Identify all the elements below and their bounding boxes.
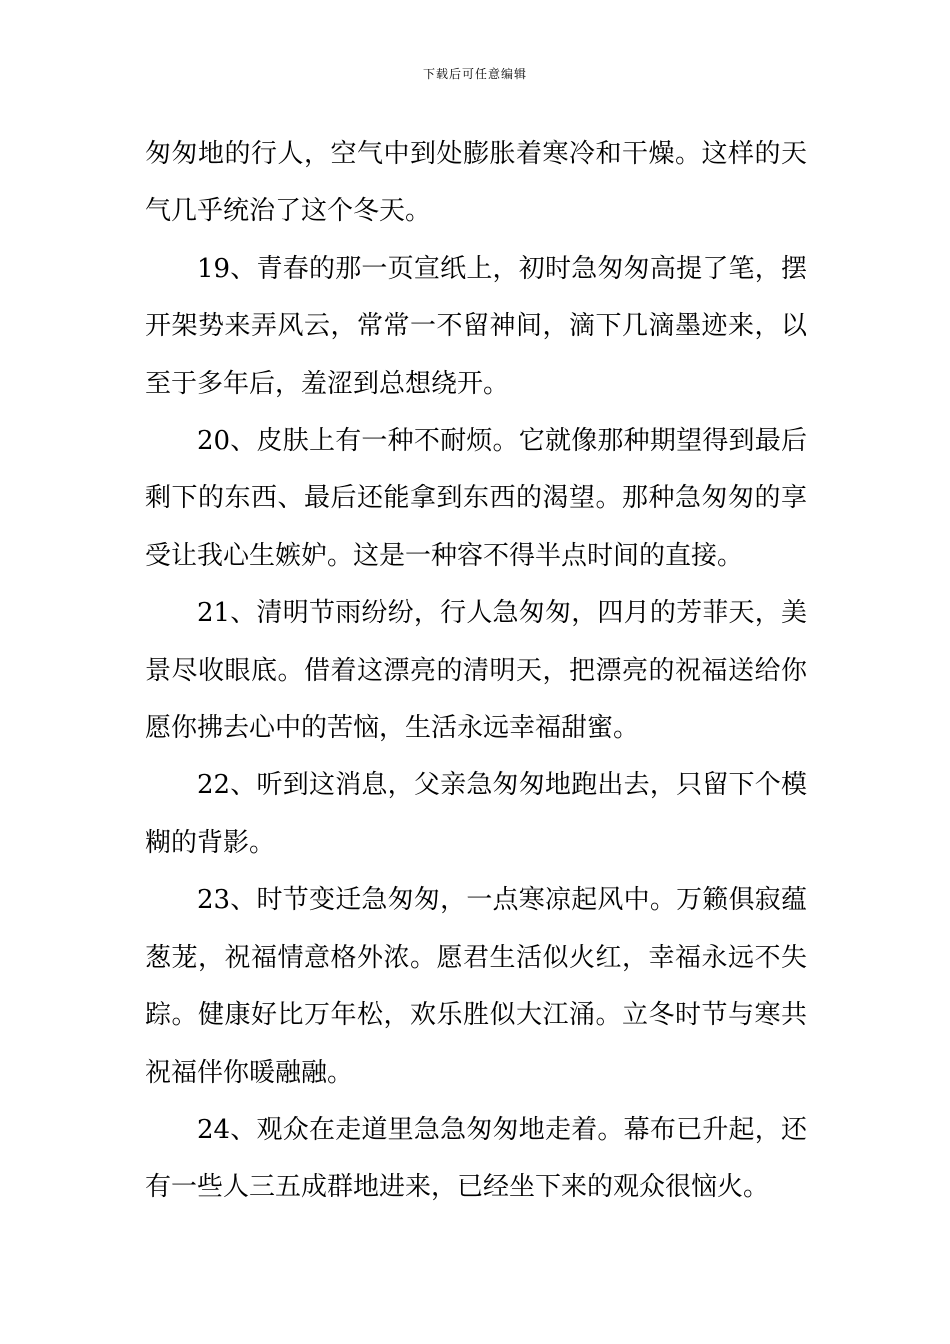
paragraph-20: 20、皮肤上有一种不耐烦。它就像那种期望得到最后剩下的东西、最后还能拿到东西的渴望。那种急匆匆的享受让我心生嫉妒。这是一种容不得半点时间的直接。 <box>145 426 807 571</box>
paragraph-22: 22、听到这消息，父亲急匆匆地跑出去，只留下个模糊的背影。 <box>145 770 807 858</box>
paragraph-23: 23、时节变迁急匆匆，一点寒凉起风中。万籁俱寂蕴葱茏，祝福情意格外浓。愿君生活似火红，幸福永远不失踪。健康好比万年松，欢乐胜似大江涌。立冬时节与寒共祝福伴你暖融融。 <box>145 885 807 1088</box>
header-note: 下载后可任意编辑 <box>422 67 527 81</box>
paragraph-24: 24、观众在走道里急急匆匆地走着。幕布已升起，还有一些人三五成群地进来，已经坐下来的观众很恼火。 <box>145 1114 807 1203</box>
paragraph-continuation: 匆匆地的行人，空气中到处膨胀着寒冷和干燥。这样的天气几乎统治了这个冬天。 <box>145 139 807 227</box>
paragraph-21: 21、清明节雨纷纷，行人急匆匆，四月的芳菲天，美景尽收眼底。借着这漂亮的清明天，把漂亮的祝福送给你愿你拂去心中的苦恼，生活永远幸福甜蜜。 <box>145 598 807 744</box>
document-body <box>145 126 807 1217</box>
paragraph-19: 19、青春的那一页宣纸上，初时急匆匆高提了笔，摆开架势来弄风云，常常一不留神间，滴下几滴墨迹来，以至于多年后，羞涩到总想绕开。 <box>145 253 807 399</box>
